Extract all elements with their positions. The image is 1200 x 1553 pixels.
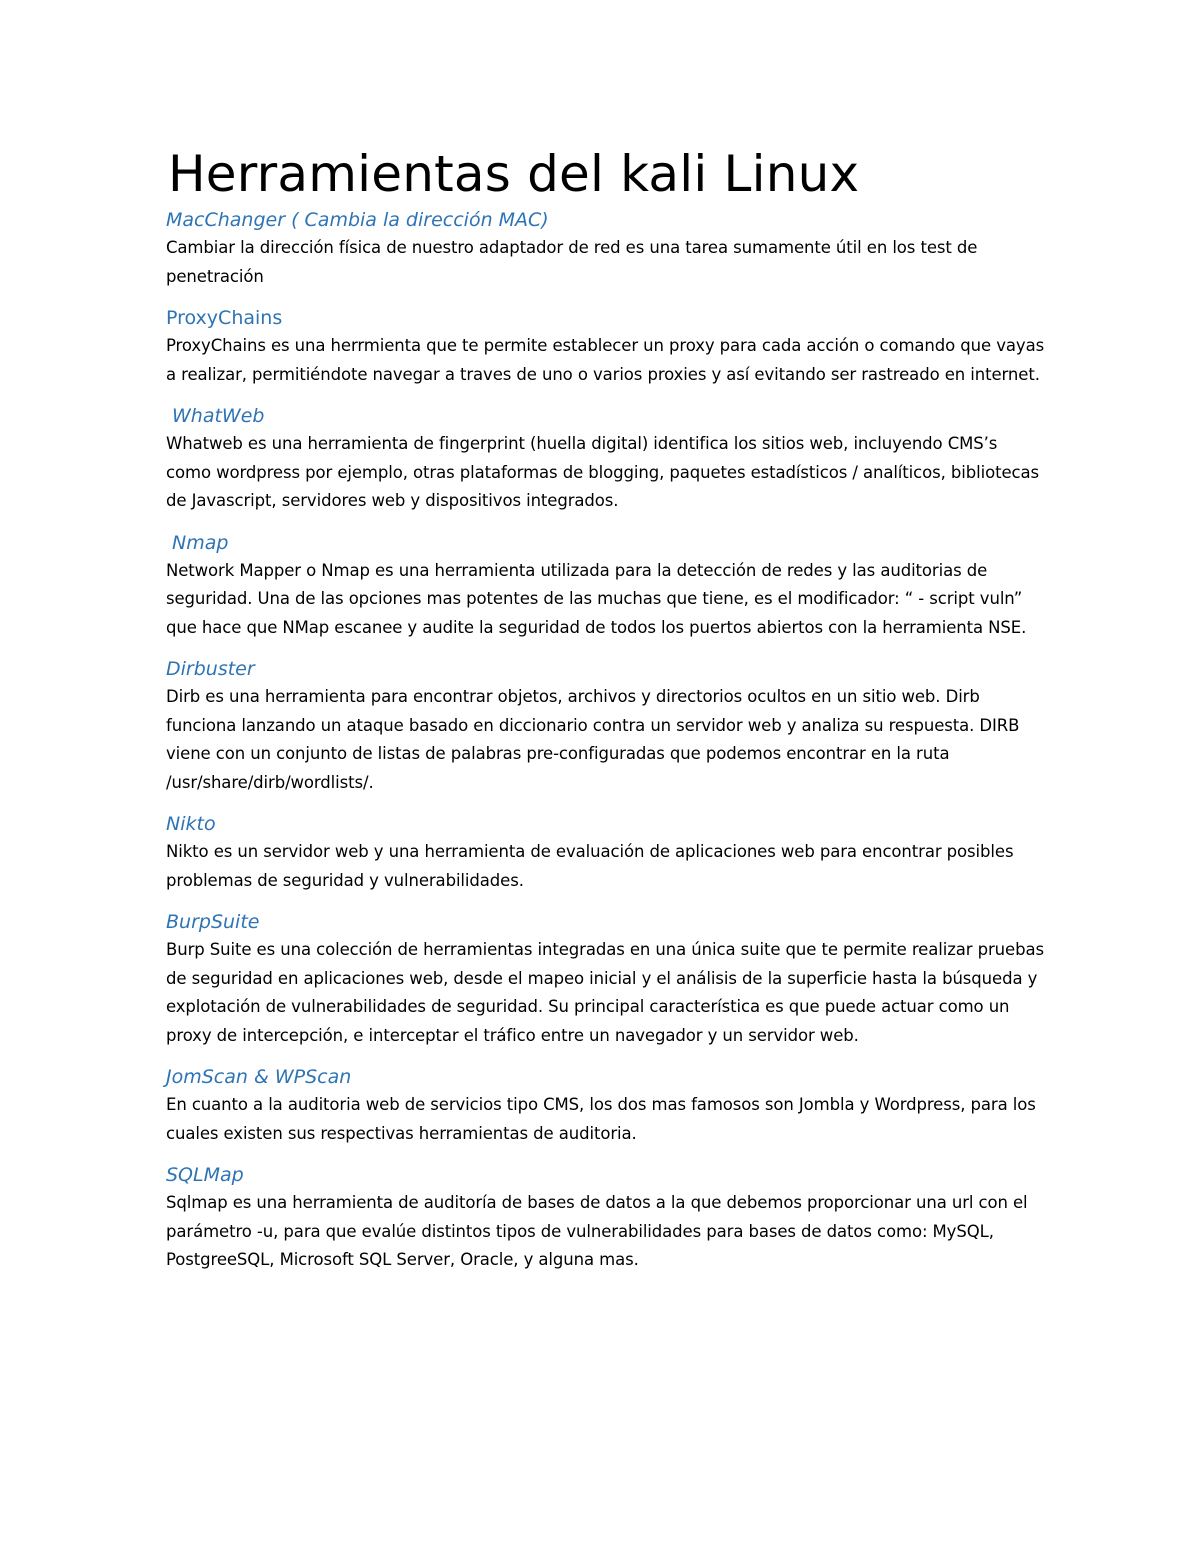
section-heading-nmap: Nmap (172, 531, 229, 554)
section-body-macchanger: Cambiar la dirección física de nuestro adaptador de red es una tarea sumamente útil en los test de penetración (166, 238, 978, 286)
section-heading-proxychains: ProxyChains (166, 307, 283, 329)
section-body-proxychains: ProxyChains es una herrmienta que te permite establecer un proxy para cada acción o comando que vayas a realizar, permitiéndote navegar a traves de uno o varios proxies y así evitando ser rastreado en internet. (166, 336, 1045, 384)
section-body-nmap: Network Mapper o Nmap es una herramienta utilizada para la detección de redes y las auditorias de seguridad. Una de las opciones mas potentes de las muchas que tiene, es el modificador: “ - script vuln” que hace que NMap escanee y audite la seguridad de todos los puertos abiertos con la herramienta NSE. (166, 560, 1027, 637)
section-body-jomscan-wpscan: En cuanto a la auditoria web de servicios tipo CMS, los dos mas famosos son Jombla y Wordpress, para los cuales existen sus respectivas herramientas de auditoria. (166, 1095, 1036, 1143)
section-proxychains (166, 304, 1046, 389)
section-heading-macchanger: MacChanger ( Cambia la dirección MAC) (166, 209, 549, 231)
section-heading-nikto: Nikto (166, 813, 216, 835)
document-title: Herramientas del kali Linux (168, 145, 860, 203)
document-content (166, 138, 1046, 1275)
section-macchanger (166, 206, 1046, 291)
section-heading-sqlmap: SQLMap (166, 1164, 244, 1186)
section-whatweb (166, 402, 1046, 516)
section-body-burpsuite: Burp Suite es una colección de herramientas integradas en una única suite que te permite realizar pruebas de seguridad en aplicaciones web, desde el mapeo inicial y el análisis de la superficie hasta la búsqueda y explotación de vulnerabilidades de seguridad. Su principal característica es que puede actuar como un proxy de intercepción, e interceptar el tráfico entre un navegador y un servidor web. (166, 940, 1044, 1045)
section-jomscan-wpscan (166, 1063, 1046, 1148)
section-heading-jomscan-wpscan: JomScan & WPScan (166, 1066, 352, 1088)
section-nikto (166, 810, 1046, 895)
section-body-sqlmap: Sqlmap es una herramienta de auditoría de bases de datos a la que debemos proporcionar una url con el parámetro -u, para que evalúe distintos tipos de vulnerabilidades para bases de datos como: MySQL, PostgreeSQL, Microsoft SQL Server, Oracle, y alguna mas. (166, 1193, 1028, 1269)
section-dirbuster (166, 655, 1046, 797)
section-body-nikto: Nikto es un servidor web y una herramienta de evaluación de aplicaciones web para encontrar posibles problemas de seguridad y vulnerabilidades. (166, 842, 1014, 890)
section-sqlmap (166, 1161, 1046, 1275)
section-body-whatweb: Whatweb es una herramienta de fingerprint (huella digital) identifica los sitios web, incluyendo CMS’s como wordpress por ejemplo, otras plataformas de blogging, paquetes estadísticos / analíticos, bibliotecas de Javascript, servidores web y dispositivos integrados. (166, 434, 1039, 510)
section-heading-whatweb: WhatWeb (172, 405, 265, 427)
section-burpsuite (166, 908, 1046, 1050)
section-body-dirbuster: Dirb es una herramienta para encontrar objetos, archivos y directorios ocultos en un sitio web. Dirb funciona lanzando un ataque basado en diccionario contra un servidor web y analiza su respuesta. DIRB viene con un conjunto de listas de palabras pre-configuradas que podemos encontrar en la ruta /usr/share/dirb/wordlists/. (166, 687, 1020, 792)
section-heading-burpsuite: BurpSuite (166, 911, 260, 933)
section-nmap (166, 529, 1046, 643)
section-heading-dirbuster: Dirbuster (166, 658, 255, 680)
